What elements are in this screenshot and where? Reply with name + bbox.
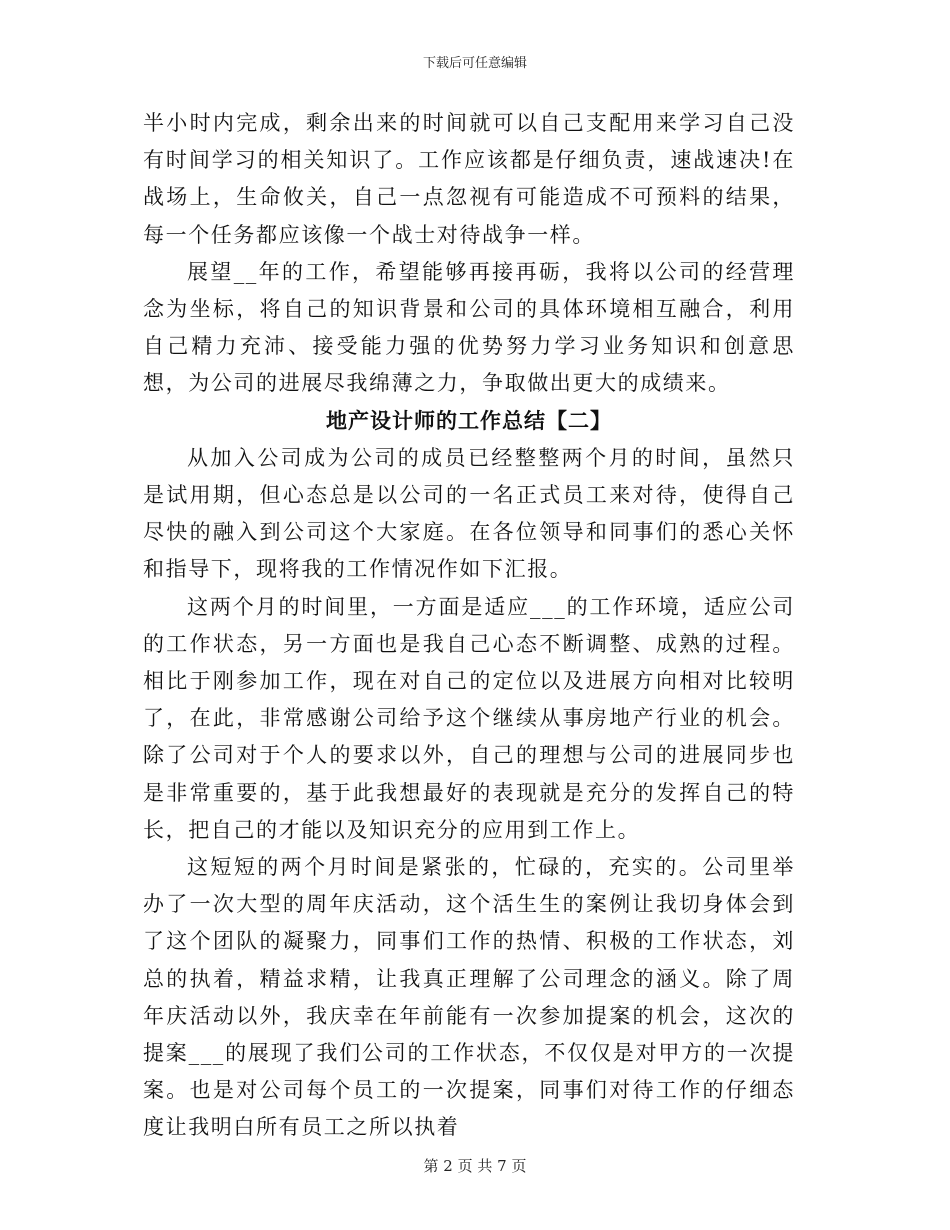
page-header-note: 下载后可任意编辑 xyxy=(422,56,527,71)
paragraph-continued: 半小时内完成，剩余出来的时间就可以自己支配用来学习自己没有时间学习的相关知识了。工作应该都是仔细负责，速战速决!在战场上，生命攸关，自己一点忽视有可能造成不可预料的结果，每一个任务都应该像一个战士对待战争一样。 xyxy=(143,111,795,247)
paragraph-adaptation: 这两个月的时间里，一方面是适应___的工作环境，适应公司的工作状态，另一方面也是我自己心态不断调整、成熟的过程。相比于刚参加工作，现在对自己的定位以及进展方向相对比较明了，在此，非常感谢公司给予这个继续从事房地产行业的机会。除了公司对于个人的要求以外，自己的理想与公司的进展同步也是非常重要的，基于此我想最好的表现就是充分的发挥自己的特长，把自己的才能以及知识充分的应用到工作上。 xyxy=(143,594,795,842)
document-body xyxy=(143,105,795,1147)
paragraph-intro: 从加入公司成为公司的成员已经整整两个月的时间，虽然只是试用期，但心态总是以公司的一名正式员工来对待，使得自己尽快的融入到公司这个大家庭。在各位领导和同事们的悉心关怀和指导下，现将我的工作情况作如下汇报。 xyxy=(143,445,795,582)
paragraph-outlook: 展望__年的工作，希望能够再接再砺，我将以公司的经营理念为坐标，将自己的知识背景和公司的具体环境相互融合，利用自己精力充沛、接受能力强的优势努力学习业务知识和创意思想，为公司的进展尽我绵薄之力，争取做出更大的成绩来。 xyxy=(143,259,795,396)
page-number-footer: 第 2 页 共 7 页 xyxy=(423,1157,527,1175)
paragraph-anniversary: 这短短的两个月时间是紧张的，忙碌的，充实的。公司里举办了一次大型的周年庆活动，这个活生生的案例让我切身体会到了这个团队的凝聚力，同事们工作的热情、积极的工作状态，刘总的执着，精益求精，让我真正理解了公司理念的涵义。除了周年庆活动以外，我庆幸在年前能有一次参加提案的机会，这次的提案___的展现了我们公司的工作状态，不仅仅是对甲方的一次提案。也是对公司每个员工的一次提案，同事们对待工作的仔细态度让我明白所有员工之所以执着 xyxy=(143,855,795,1140)
section-title: 地产设计师的工作总结【二】 xyxy=(326,408,612,433)
